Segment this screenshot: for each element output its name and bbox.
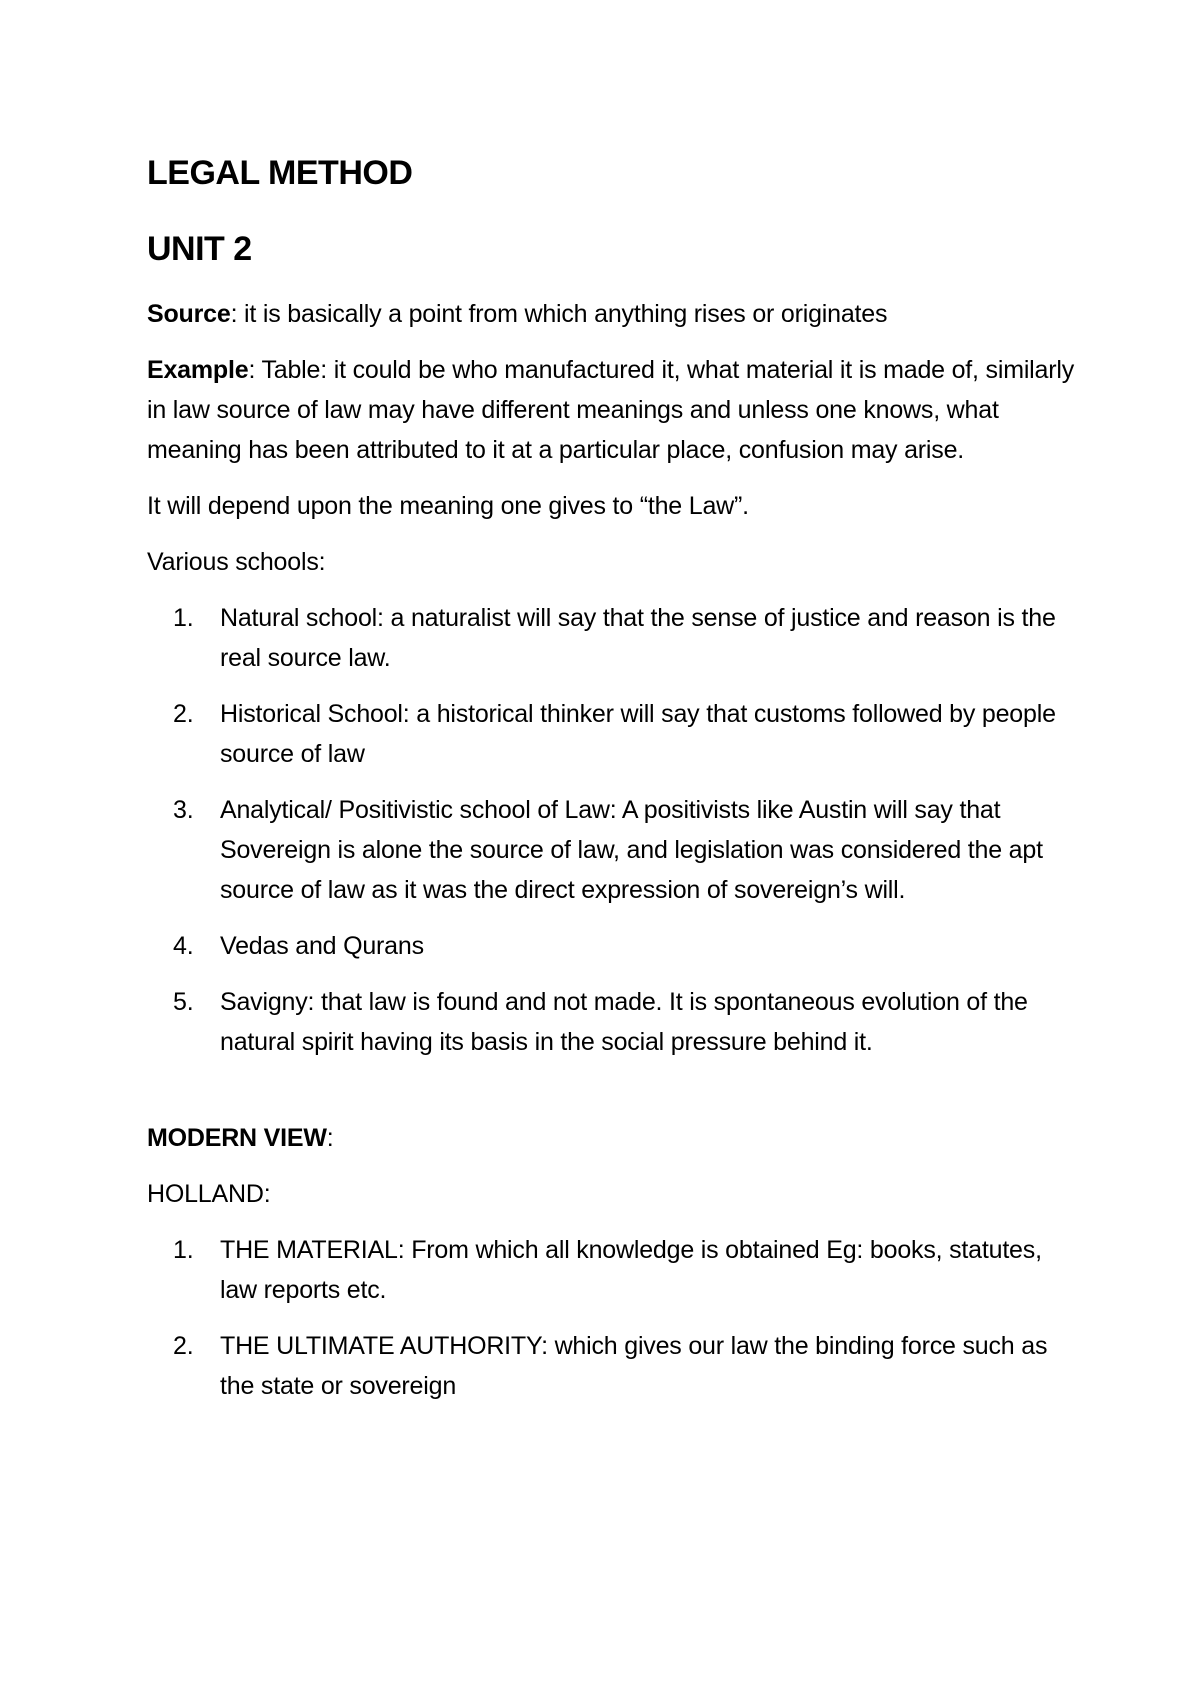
list-item: [147, 926, 1077, 966]
list-item: [147, 790, 1077, 910]
unit-heading: UNIT 2: [147, 230, 252, 268]
list-item-text: THE ULTIMATE AUTHORITY: which gives our law the binding force such as the state or sovereign: [220, 1332, 1048, 1400]
list-number: 2.: [173, 700, 194, 728]
blank-line: [147, 1078, 1077, 1118]
list-item-text: THE MATERIAL: From which all knowledge is obtained Eg: books, statutes, law reports etc.: [220, 1236, 1042, 1304]
list-number: 2.: [173, 1332, 194, 1360]
modern-view-label: MODERN VIEW: [147, 1124, 327, 1152]
source-label: Source: [147, 300, 231, 328]
list-item-text: Vedas and Qurans: [220, 932, 424, 960]
list-number: 3.: [173, 796, 194, 824]
list-item-text: Savigny: that law is found and not made. It is spontaneous evolution of the natural spirit having its basis in the social pressure behind it.: [220, 988, 1028, 1056]
depend-paragraph: It will depend upon the meaning one gives to “the Law”.: [147, 492, 749, 520]
source-paragraph: [147, 294, 1077, 334]
list-item: [147, 598, 1077, 678]
holland-heading: HOLLAND:: [147, 1180, 271, 1208]
list-item: [147, 694, 1077, 774]
list-number: 5.: [173, 988, 194, 1016]
list-item: [147, 982, 1077, 1062]
list-item-text: Natural school: a naturalist will say that the sense of justice and reason is the real source law.: [220, 604, 1056, 672]
document-body: [147, 150, 1077, 1422]
list-number: 1.: [173, 1236, 194, 1264]
document-title: LEGAL METHOD: [147, 154, 413, 192]
list-item-text: Analytical/ Positivistic school of Law: A positivists like Austin will say that Sovereign is alone the source of law, and legislation was considered the apt source of law as it was the direct expression of sovereign’s will.: [220, 796, 1043, 904]
list-item: [147, 1230, 1077, 1310]
example-text: : Table: it could be who manufactured it, what material it is made of, similarly in law source of law may have different meanings and unless one knows, what meaning has been attributed to it at a particular place, confusion may arise.: [147, 356, 1075, 464]
holland-list: [147, 1230, 1077, 1406]
schools-heading: Various schools:: [147, 548, 326, 576]
modern-view-colon: :: [326, 1124, 334, 1152]
source-text: : it is basically a point from which anything rises or originates: [230, 300, 888, 328]
list-item-text: Historical School: a historical thinker will say that customs followed by people source of law: [220, 700, 1056, 768]
schools-list: [147, 598, 1077, 1062]
example-label: Example: [147, 356, 249, 384]
list-item: [147, 1326, 1077, 1406]
list-number: 1.: [173, 604, 194, 632]
example-paragraph: [147, 350, 1077, 470]
list-number: 4.: [173, 932, 194, 960]
modern-view-heading: [147, 1118, 1077, 1158]
